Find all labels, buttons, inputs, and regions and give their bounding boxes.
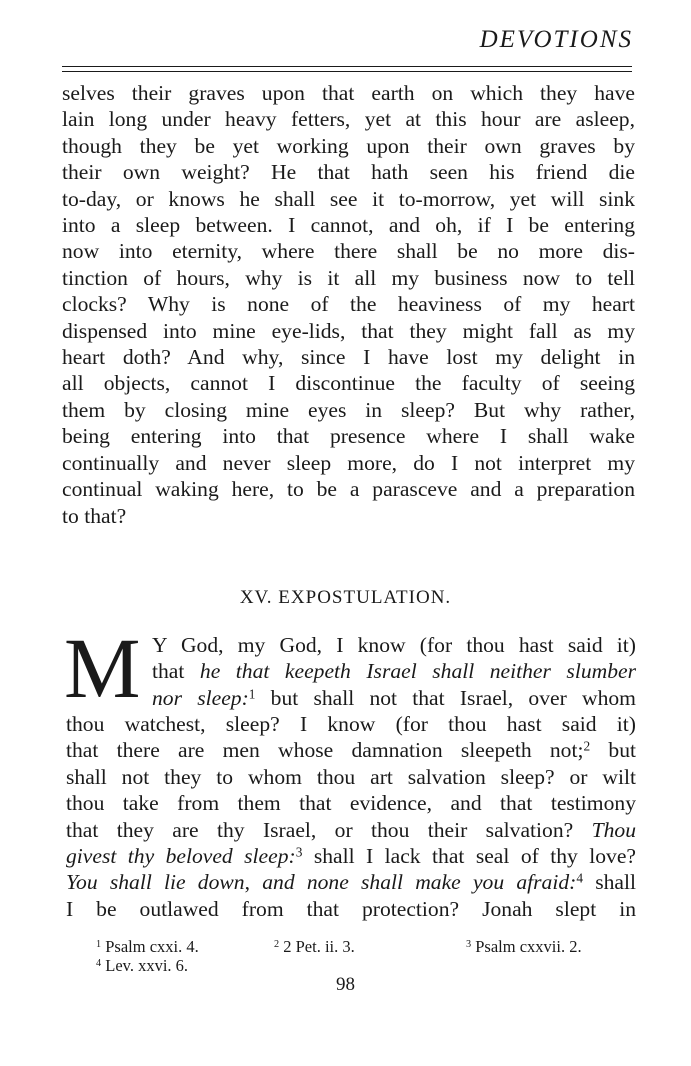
footnote — [466, 937, 582, 956]
text-run: shall I lack that seal of thy love? — [302, 844, 636, 869]
footnote-ref: 1 — [248, 686, 256, 702]
text-line — [66, 843, 636, 869]
footnote — [96, 937, 199, 956]
text-line: heart doth? And why, since I have lost my delight in — [62, 345, 635, 370]
footnote — [274, 937, 355, 956]
page-number: 98 — [336, 974, 355, 995]
paragraph-continued — [62, 80, 635, 529]
footnote-text: Lev. xxvi. 6. — [105, 956, 189, 975]
footnote-text: Psalm cxxvii. 2. — [475, 937, 582, 956]
footnotes — [96, 937, 626, 975]
text-run: , — [244, 870, 263, 895]
scripture-quote: You shall lie down — [66, 870, 245, 895]
footnote-ref: 3 — [295, 844, 303, 860]
scripture-quote: he that keepeth Israel shall neither slumber — [199, 659, 637, 684]
text-run: that they are thy Israel, or thou their salvation? — [66, 817, 592, 842]
text-run: that — [152, 659, 200, 684]
text-line: all objects, cannot I discontinue the faculty of seeing — [62, 371, 635, 396]
text-run: that there are men whose damnation sleepeth not; — [66, 738, 584, 763]
text-line — [152, 658, 636, 684]
text-line — [66, 737, 636, 763]
text-run: but — [590, 738, 636, 763]
text-line: I be outlawed from that protection? Jonah slept in — [66, 896, 636, 921]
footnote-ref: 2 — [583, 738, 591, 754]
text-line: selves their graves upon that earth on which they have — [62, 81, 635, 105]
drop-cap: M — [64, 620, 141, 716]
scripture-quote: nor sleep: — [152, 685, 249, 710]
text-line — [66, 817, 636, 843]
text-line: to-day, or knows he shall see it to-morrow, yet will sink — [62, 186, 635, 211]
text-line — [66, 869, 636, 895]
text-line: shall not they to whom thou art salvation sleep? or wilt — [66, 764, 636, 789]
footnote-number: 2 — [274, 938, 280, 950]
text-line: them by closing mine eyes in sleep? But why rather, — [62, 397, 635, 422]
text-line: Y God, my God, I know (for thou hast said it) — [152, 633, 636, 657]
footnote-number: 3 — [466, 938, 472, 950]
text-line: to that? — [62, 503, 127, 528]
header-rule-bottom — [62, 71, 632, 72]
running-head: DEVOTIONS — [479, 26, 633, 53]
scripture-quote: givest thy beloved sleep: — [66, 844, 296, 869]
footnote-number: 4 — [96, 957, 102, 969]
text-line: dispensed into mine eye-lids, that they might fall as my — [62, 318, 635, 343]
footnote — [96, 956, 188, 975]
text-line: their own weight? He that hath seen his friend die — [62, 160, 635, 185]
paragraph-opening — [152, 632, 636, 711]
footnote-row — [96, 956, 626, 975]
scripture-quote: Thou — [591, 817, 636, 842]
text-line: clocks? Why is none of the heaviness of my heart — [62, 292, 635, 317]
scripture-quote: and none shall make you afraid: — [262, 870, 577, 895]
text-line: now into eternity, where there shall be no more dis- — [62, 239, 635, 264]
text-line: lain long under heavy fetters, yet at this hour are asleep, — [62, 107, 635, 132]
footnote-text: 2 Pet. ii. 3. — [283, 937, 355, 956]
text-run: but shall not that Israel, over whom — [255, 685, 636, 710]
text-line — [152, 685, 636, 711]
footnote-number: 1 — [96, 938, 102, 950]
text-line: continually and never sleep more, do I not interpret my — [62, 450, 635, 475]
section-title: XV. EXPOSTULATION. — [239, 587, 452, 608]
text-line: being entering into that presence where I shall wake — [62, 424, 635, 449]
text-line: tinction of hours, why is it all my business now to tell — [62, 265, 635, 290]
text-line: thou watchest, sleep? I know (for thou hast said it) — [66, 712, 636, 736]
text-run: shall — [583, 870, 637, 895]
text-line: into a sleep between. I cannot, and oh, if I be entering — [62, 213, 635, 238]
paragraph-body — [66, 711, 636, 922]
footnote-ref: 4 — [576, 870, 584, 886]
footnote-row — [96, 937, 626, 956]
text-line: continual waking here, to be a parasceve and a preparation — [62, 477, 635, 502]
text-line: thou take from them that evidence, and that testimony — [66, 791, 636, 816]
footnote-text: Psalm cxxi. 4. — [105, 937, 199, 956]
text-line: though they be yet working upon their own graves by — [62, 133, 635, 158]
header-rule-top — [62, 66, 632, 67]
